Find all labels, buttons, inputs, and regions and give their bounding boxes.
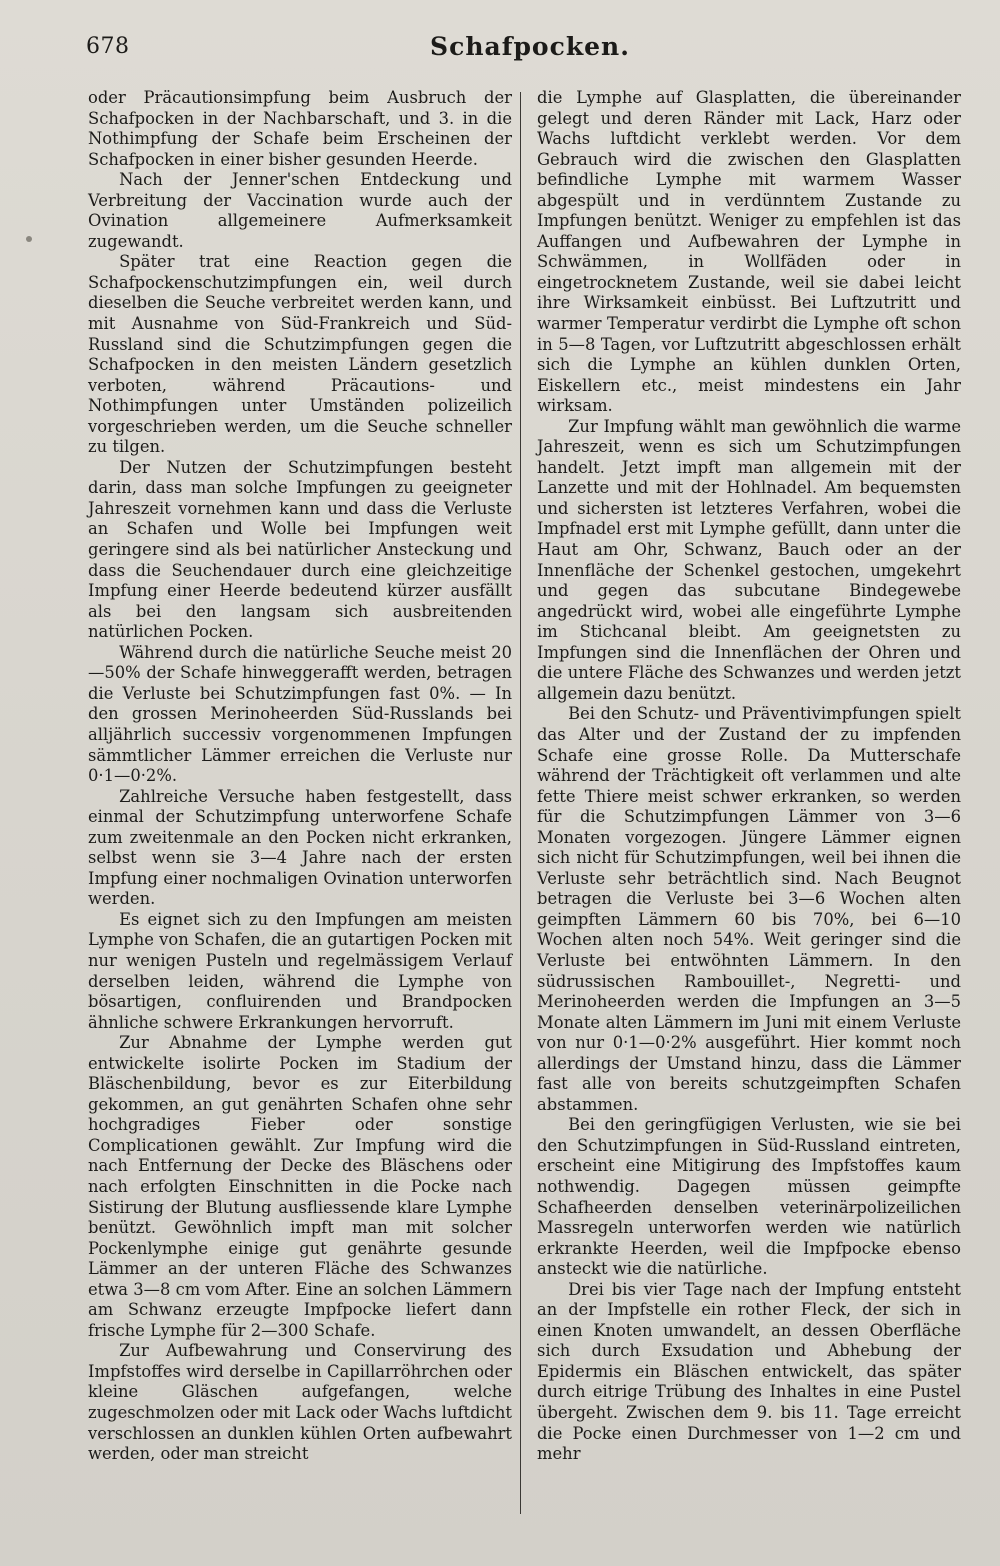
right-paragraph-2: Zur Impfung wählt man gewöhnlich die warme Jahreszeit, wenn es sich um Schutzimpfungen handelt. Jetzt impft man allgemein mit der Lanzette und mit der Hohlnadel. Am bequemsten und sichersten ist letzteres Verfahren, wobei die Impfnadel erst mit Lymphe gefüllt, dann unter die Haut am Ohr, Schwanz, Bauch oder an der Innenfläche der Schenkel gestochen, umgekehrt und gegen das subcutane Bindegewebe angedrückt wird, wobei alle eingeführte Lymphe im Stichcanal bleibt. Am geeignetsten zu Impfungen sind die Innenflächen der Ohren und die untere Fläche des Schwanzes und werden jetzt allgemein dazu benützt.	[537, 416, 961, 703]
left-paragraph-8: Zur Abnahme der Lymphe werden gut entwickelte isolirte Pocken im Stadium der Bläschenbildung, bevor es zur Eiterbildung gekommen, an gut genährten Schafen ohne sehr hochgradiges Fieber oder sonstige Complicationen gewählt. Zur Impfung wird die nach Entfernung der Decke des Bläschens oder nach erfolgten Einschnitten in die Pocke nach Sistirung der Blutung ausfliessende klare Lymphe benützt. Gewöhnlich impft man mit solcher Pockenlymphe einige gut genährte gesunde Lämmer an der unteren Fläche des Schwanzes etwa 3—8 cm vom After. Eine an solchen Lämmern am Schwanz erzeugte Impfpocke liefert dann frische Lymphe für 2—300 Schafe.	[88, 1033, 512, 1340]
right-paragraph-4: Bei den geringfügigen Verlusten, wie sie bei den Schutzimpfungen in Süd-Russland eintreten, erscheint eine Mitigirung des Impfstoffes kaum nothwendig. Dagegen müssen geimpfte Schafheerden denselben veterinärpolizeilichen Massregeln unterworfen werden wie natürlich erkrankte Heerden, weil die Impfpocke ebenso ansteckt wie die natürliche.	[537, 1115, 961, 1279]
left-paragraph-3: Später trat eine Reaction gegen die Schafpockenschutzimpfungen ein, weil durch dieselben die Seuche verbreitet werden kann, und mit Ausnahme von Süd-Frankreich und Süd-Russland sind die Schutzimpfungen gegen die Schafpocken in den meisten Ländern gesetzlich verboten, während Präcautions- und Nothimpfungen unter Umständen polizeilich vorgeschrieben werden, um die Seuche schneller zu tilgen.	[88, 252, 512, 457]
left-paragraph-1: oder Präcautionsimpfung beim Ausbruch der Schafpocken in der Nachbarschaft, und 3. in die Nothimpfung der Schafe beim Erscheinen der Schafpocken in einer bisher gesunden Heerde.	[88, 88, 512, 169]
left-paragraph-5: Während durch die natürliche Seuche meist 20—50% der Schafe hinweggerafft werden, betragen die Verluste bei Schutzimpfungen fast 0%. — In den grossen Merinoheerden Süd-Russlands bei alljährlich successiv vorgenommenen Impfungen sämmtlicher Lämmer erreichen die Verluste nur 0·1—0·2%.	[88, 642, 512, 786]
left-column	[88, 88, 512, 1465]
left-paragraph-9: Zur Aufbewahrung und Conservirung des Impfstoffes wird derselbe in Capillarröhrchen oder kleine Gläschen aufgefangen, welche zugeschmolzen oder mit Lack oder Wachs luftdicht verschlossen an dunklen kühlen Orten aufbewahrt werden, oder man streicht	[88, 1341, 512, 1464]
page-blemish	[26, 236, 32, 242]
right-column	[537, 88, 961, 1465]
column-divider	[520, 92, 521, 1514]
left-paragraph-2: Nach der Jenner'schen Entdeckung und Verbreitung der Vaccination wurde auch der Ovination allgemeinere Aufmerksamkeit zugewandt.	[88, 170, 512, 251]
page-number: 678	[86, 34, 130, 59]
right-paragraph-5: Drei bis vier Tage nach der Impfung entsteht an der Impfstelle ein rother Fleck, der sich in einen Knoten umwandelt, an dessen Oberfläche sich durch Exsudation und Abhebung der Epidermis ein Bläschen entwickelt, das später durch eitrige Trübung des Inhaltes in eine Pustel übergeht. Zwischen dem 9. bis 11. Tage erreicht die Pocke einen Durchmesser von 1—2 cm und mehr	[537, 1279, 961, 1464]
running-head-title: Schafpocken.	[430, 32, 630, 61]
right-paragraph-3: Bei den Schutz- und Präventivimpfungen spielt das Alter und der Zustand der zu impfenden Schafe eine grosse Rolle. Da Mutterschafe während der Trächtigkeit oft verlammen und alte fette Thiere meist schwer erkranken, so werden für die Schutzimpfungen Lämmer von 3—6 Monaten vorgezogen. Jüngere Lämmer eignen sich nicht für Schutzimpfungen, weil bei ihnen die Verluste sehr beträchtlich sind. Nach Beugnot betragen die Verluste bei 3—6 Wochen alten geimpften Lämmern 60 bis 70%, bei 6—10 Wochen alten noch 54%. Weit geringer sind die Verluste bei entwöhnten Lämmern. In den südrussischen Rambouillet-, Negretti- und Merinoheerden werden die Impfungen an 3—5 Monate alten Lämmern im Juni mit einem Verluste von nur 0·1—0·2% ausgeführt. Hier kommt noch allerdings der Umstand hinzu, dass die Lämmer fast alle von bereits schutzgeimpften Schafen abstammen.	[537, 704, 961, 1114]
right-paragraph-1: die Lymphe auf Glasplatten, die übereinander gelegt und deren Ränder mit Lack, Harz oder Wachs luftdicht verklebt werden. Vor dem Gebrauch wird die zwischen den Glasplatten befindliche Lymphe mit warmem Wasser abgespült und in verdünntem Zustande zu Impfungen benützt. Weniger zu empfehlen ist das Auffangen und Aufbewahren der Lymphe in Schwämmen, in Wollfäden oder in eingetrocknetem Zustande, weil sie dabei leicht ihre Wirksamkeit einbüsst. Bei Luftzutritt und warmer Temperatur verdirbt die Lymphe oft schon in 5—8 Tagen, vor Luftzutritt abgeschlossen erhält sich die Lymphe an kühlen dunklen Orten, Eiskellern etc., meist mindestens ein Jahr wirksam.	[537, 88, 961, 416]
left-paragraph-6: Zahlreiche Versuche haben festgestellt, dass einmal der Schutzimpfung unterworfene Schafe zum zweitenmale an den Pocken nicht erkranken, selbst wenn sie 3—4 Jahre nach der ersten Impfung einer nochmaligen Ovination unterworfen werden.	[88, 786, 512, 909]
left-paragraph-4: Der Nutzen der Schutzimpfungen besteht darin, dass man solche Impfungen zu geeigneter Jahreszeit vornehmen kann und dass die Verluste an Schafen und Wolle bei Impfungen weit geringere sind als bei natürlicher Ansteckung und dass die Seuchendauer durch eine gleichzeitige Impfung einer Heerde bedeutend kürzer ausfällt als bei den langsam sich ausbreitenden natürlichen Pocken.	[88, 457, 512, 642]
left-paragraph-7: Es eignet sich zu den Impfungen am meisten Lymphe von Schafen, die an gutartigen Pocken mit nur wenigen Pusteln und regelmässigem Verlauf derselben leiden, während die Lymphe von bösartigen, confluirenden und Brandpocken ähnliche schwere Erkrankungen hervorruft.	[88, 909, 512, 1032]
